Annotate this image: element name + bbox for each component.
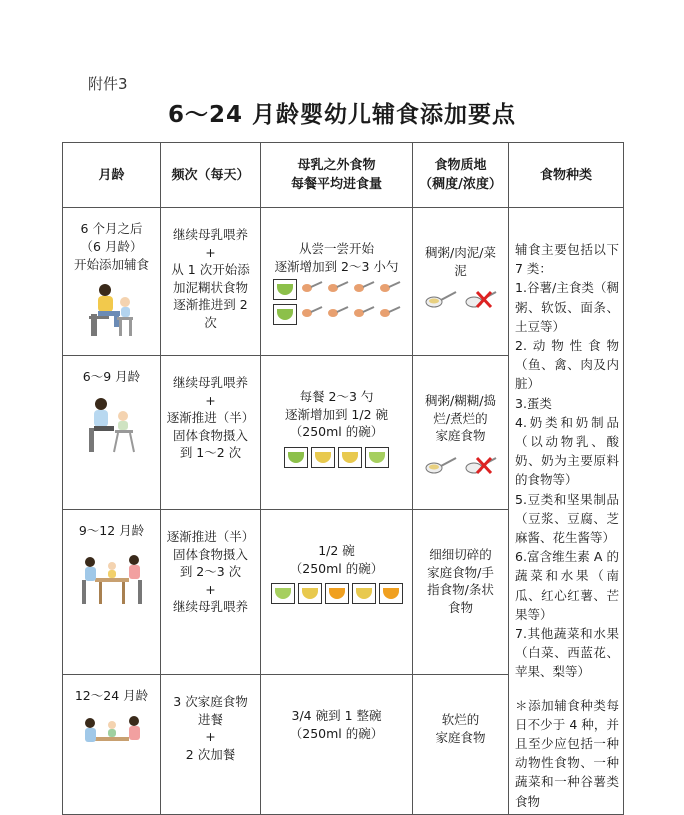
spoon-icons: [261, 304, 412, 325]
spoon-icon: [327, 304, 349, 320]
spoon-icon: [379, 304, 401, 320]
frequency-cell: 3 次家庭食物 进餐 + 2 次加餐: [161, 675, 261, 815]
bowl-icon: [273, 279, 297, 300]
bowl-icon: [271, 583, 295, 604]
bowl-icon: [298, 583, 322, 604]
bowl-icon: [273, 304, 297, 325]
food-type-item: 4.奶类和奶制品（以动物乳、酸奶、奶为主要原料的食物等）: [515, 414, 619, 488]
food-type-item: 3.蛋类: [515, 395, 552, 411]
family-meal-illustration: [77, 546, 147, 608]
age-cell: 6 个月之后 （6 月龄） 开始添加辅食: [63, 208, 161, 356]
bowl-icon: [352, 583, 376, 604]
bowl-icon: [338, 447, 362, 468]
food-types-cell: [509, 208, 624, 815]
food-type-item: 2.动物性食物（鱼、禽、肉及内脏）: [515, 338, 619, 392]
food-type-item: 1.谷薯/主食类（稠粥、软饭、面条、土豆等）: [515, 280, 619, 334]
document-title: 6～24 月龄婴幼儿辅食添加要点: [167, 102, 517, 128]
food-type-item: 6.富含维生素 A 的蔬菜和水果（南瓜、红心红薯、芒果等）: [515, 549, 619, 622]
header-food-types: 食物种类: [509, 143, 624, 208]
spoon-wrong-icon: [465, 289, 497, 309]
food-type-item: 5.豆类和坚果制品（豆浆、豆腐、芝麻酱、花生酱等）: [515, 491, 619, 546]
texture-cell: 细细切碎的 家庭食物/手 指食物/条状 食物: [413, 510, 509, 675]
spoon-icon: [379, 279, 401, 295]
spoon-icon: [353, 304, 375, 320]
spoon-icon: [353, 279, 375, 295]
amount-cell: 每餐 2～3 勺 逐渐增加到 1/2 碗 （250ml 的碗）: [261, 356, 413, 510]
bowl-icon: [311, 447, 335, 468]
bowl-icon: [365, 447, 389, 468]
age-cell: 12～24 月龄: [63, 675, 161, 815]
bowl-icons: [261, 583, 412, 604]
table-header-row: [63, 143, 624, 208]
spoon-correct-icon: [425, 455, 457, 475]
header-texture: 食物质地 （稠度/浓度）: [413, 143, 509, 208]
spoon-icon: [327, 279, 349, 295]
food-type-item: 7.其他蔬菜和水果（白菜、西蓝花、苹果、梨等）: [515, 626, 619, 680]
spoon-icons: [261, 279, 412, 300]
header-age: 月龄: [63, 143, 161, 208]
feeding-table: [62, 142, 624, 815]
mother-feeding-baby-illustration: [81, 280, 143, 338]
spoon-wrong-icon: [465, 455, 497, 475]
food-types-intro: 辅食主要包括以下 7 类：: [515, 242, 619, 277]
bowl-icon: [325, 583, 349, 604]
spoon-icon: [301, 304, 323, 320]
texture-cell: 稠粥/糊糊/捣 烂/煮烂的 家庭食物: [413, 356, 509, 510]
age-cell: 6～9 月龄: [63, 356, 161, 510]
baby-in-high-chair-illustration: [81, 392, 143, 454]
bowl-icon: [284, 447, 308, 468]
frequency-cell: 继续母乳喂养 + 逐渐推进（半） 固体食物摄入 到 1～2 次: [161, 356, 261, 510]
amount-cell: 从尝一尝开始 逐渐增加到 2～3 小勺: [261, 208, 413, 356]
frequency-cell: 继续母乳喂养 + 从 1 次开始添 加泥糊状食物 逐渐推进到 2 次: [161, 208, 261, 356]
frequency-cell: 逐渐推进（半） 固体食物摄入 到 2～3 次 + 继续母乳喂养: [161, 510, 261, 675]
spoon-icon: [301, 279, 323, 295]
header-amount: 母乳之外食物 每餐平均进食量: [261, 143, 413, 208]
food-types-note: ＊添加辅食种类每日不少于 4 种，并且至少应包括一种动物性食物、一种蔬菜和一种谷薯类食物: [515, 697, 619, 809]
texture-cell: 稠粥/肉泥/菜 泥: [413, 208, 509, 356]
bowl-icons: [261, 447, 412, 468]
table-row: [63, 208, 624, 356]
spoon-correct-icon: [425, 289, 457, 309]
header-frequency: 频次（每天）: [161, 143, 261, 208]
amount-cell: 1/2 碗 （250ml 的碗）: [261, 510, 413, 675]
bowl-icon: [379, 583, 403, 604]
amount-cell: 3/4 碗到 1 整碗 （250ml 的碗）: [261, 675, 413, 815]
age-cell: 9～12 月龄: [63, 510, 161, 675]
attachment-label: 附件3: [88, 75, 128, 93]
family-dining-illustration: [77, 711, 147, 751]
texture-cell: 软烂的 家庭食物: [413, 675, 509, 815]
